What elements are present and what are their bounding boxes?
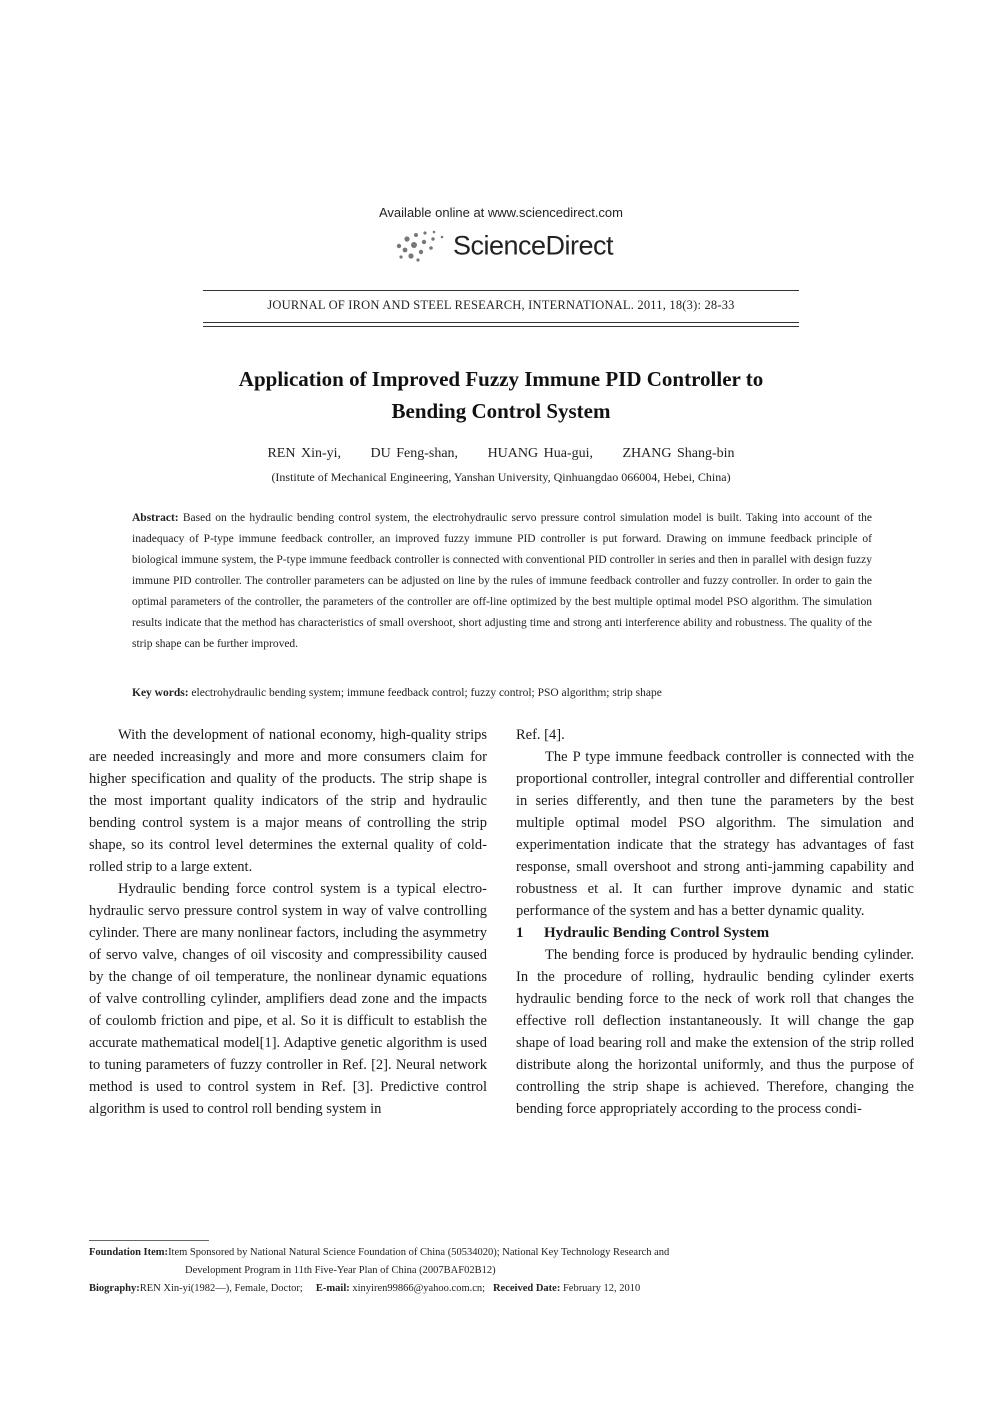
section-title: Hydraulic Bending Control System — [544, 925, 770, 941]
abstract — [132, 508, 872, 655]
received-text: February 12, 2010 — [562, 1283, 641, 1294]
title-line-2: Bending Control System — [391, 399, 611, 423]
abstract-label: Abstract: — [132, 512, 179, 524]
author-1: REN Xin-yi, — [267, 446, 342, 461]
biography-label: Biography: — [89, 1283, 140, 1294]
sciencedirect-wordmark: ScienceDirect — [452, 230, 614, 261]
foundation-label: Foundation Item: — [89, 1247, 169, 1258]
body-column-right — [516, 724, 914, 1120]
email-text: xinyiren99866@yahoo.com.cn; — [352, 1283, 486, 1294]
title-line-1: Application of Improved Fuzzy Immune PID Controller to — [238, 367, 764, 391]
biography-note — [89, 1280, 919, 1298]
section-number: 1 — [516, 925, 524, 941]
received-label: Received Date: — [492, 1283, 561, 1294]
foundation-note-cont: Development Program in 11th Five-Year Plan of China (2007BAF02B12) — [185, 1265, 496, 1276]
keywords-text: electrohydraulic bending system; immune feedback control; fuzzy control; PSO algorithm; strip shape — [188, 687, 662, 699]
header-rule-bottom-1 — [203, 322, 799, 323]
header-rule-bottom-2 — [203, 326, 799, 327]
body-column-left — [89, 724, 487, 1120]
journal-citation: JOURNAL OF IRON AND STEEL RESEARCH, INTERNATIONAL. 2011, 18(3): 28-33 — [267, 298, 735, 312]
author-2: DU Feng-shan, — [370, 446, 459, 461]
body-paragraph: The bending force is produced by hydraulic bending cylinder. In the procedure of rolling, hydraulic bending cylinder exerts hydraulic bending force to the neck of work roll that changes the effective roll deflection instantaneously. It will change the gap shape of load bearing roll and make the extension of the strip rolled distribute along the horizontal uniformly, and thus the purpose of controlling the strip shape is achieved. Therefore, changing the bending force appropriately according to the process condi- — [516, 947, 914, 1117]
biography-text: REN Xin-yi(1982—), Female, Doctor; — [139, 1283, 303, 1294]
affiliation: (Institute of Mechanical Engineering, Yanshan University, Qinhuangdao 066004, Hebei, China) — [271, 470, 731, 484]
body-paragraph: Ref. [4]. — [516, 727, 565, 743]
foundation-note — [89, 1244, 919, 1262]
footnote-rule — [89, 1240, 209, 1241]
foundation-text: Item Sponsored by National Natural Science Foundation of China (50534020); National Key Technology Research and — [168, 1247, 670, 1258]
section-heading — [516, 922, 914, 944]
available-online-line: Available online at www.sciencedirect.com — [379, 205, 623, 220]
body-paragraph: The P type immune feedback controller is connected with the proportional controller, integral controller and differential controller in series differently, and then tune the parameters by the best multiple optimal model PSO algorithm. The simulation and experimentation indicate that the strategy has advantages of fast response, small overshoot and strong anti-jamming capability and robustness et al. It can further improve dynamic and static performance of the system and has a better dynamic quality. — [516, 749, 914, 919]
keywords — [132, 683, 872, 704]
sciencedirect-dots-icon — [389, 226, 449, 266]
email-label: E-mail: — [315, 1283, 350, 1294]
keywords-label: Key words: — [132, 687, 189, 699]
sciencedirect-logo — [0, 226, 1002, 266]
author-4: ZHANG Shang-bin — [622, 446, 735, 461]
author-3: HUANG Hua-gui, — [487, 446, 593, 461]
footnotes — [89, 1244, 919, 1298]
abstract-text: Based on the hydraulic bending control system, the electrohydraulic servo pressure control simulation model is built. Taking into account of the inadequacy of P-type immune feedback controller, an improved fuzzy immune PID controller is put forward. Drawing on immune feedback principle of biological immune system, the P-type immune feedback controller is connected with conventional PID controller in series and then in parallel with design fuzzy immune PID controller. The controller parameters can be adjusted on line by the rules of immune feedback controller and fuzzy controller. In order to gain the optimal parameters of the controller, the parameters of the controller are off-line optimized by the best multiple optimal model PSO algorithm. The simulation results indicate that the method has characteristics of small overshoot, short adjusting time and strong anti interference ability and robustness. The quality of the strip shape can be further improved. — [132, 512, 872, 650]
article-title — [100, 363, 902, 427]
body-paragraph: Hydraulic bending force control system is a typical electro-hydraulic servo pressure control system in way of valve controlling cylinder. There are many nonlinear factors, including the asymmetry of servo valve, changes of oil viscosity and compressibility caused by the change of oil temperature, the nonlinear dynamic equations of valve controlling cylinder, amplifiers dead zone and the impacts of coulomb friction and pipe, et al. So it is difficult to establish the accurate mathematical model[1]. Adaptive genetic algorithm is used to tuning parameters of fuzzy controller in Ref. [2]. Neural network method is used to control system in Ref. [3]. Predictive control algorithm is used to control roll bending system in — [89, 881, 487, 1117]
body-paragraph: With the development of national economy, high-quality strips are needed increasingly and more and more consumers claim for higher specification and quality of the products. The strip shape is the most important quality indicators of the strip and hydraulic bending control system is a major means of controlling the strip shape, so its control level determines the external quality of cold-rolled strip to a large extent. — [89, 727, 487, 875]
header-rule-top — [203, 290, 799, 291]
author-list — [0, 446, 1002, 462]
